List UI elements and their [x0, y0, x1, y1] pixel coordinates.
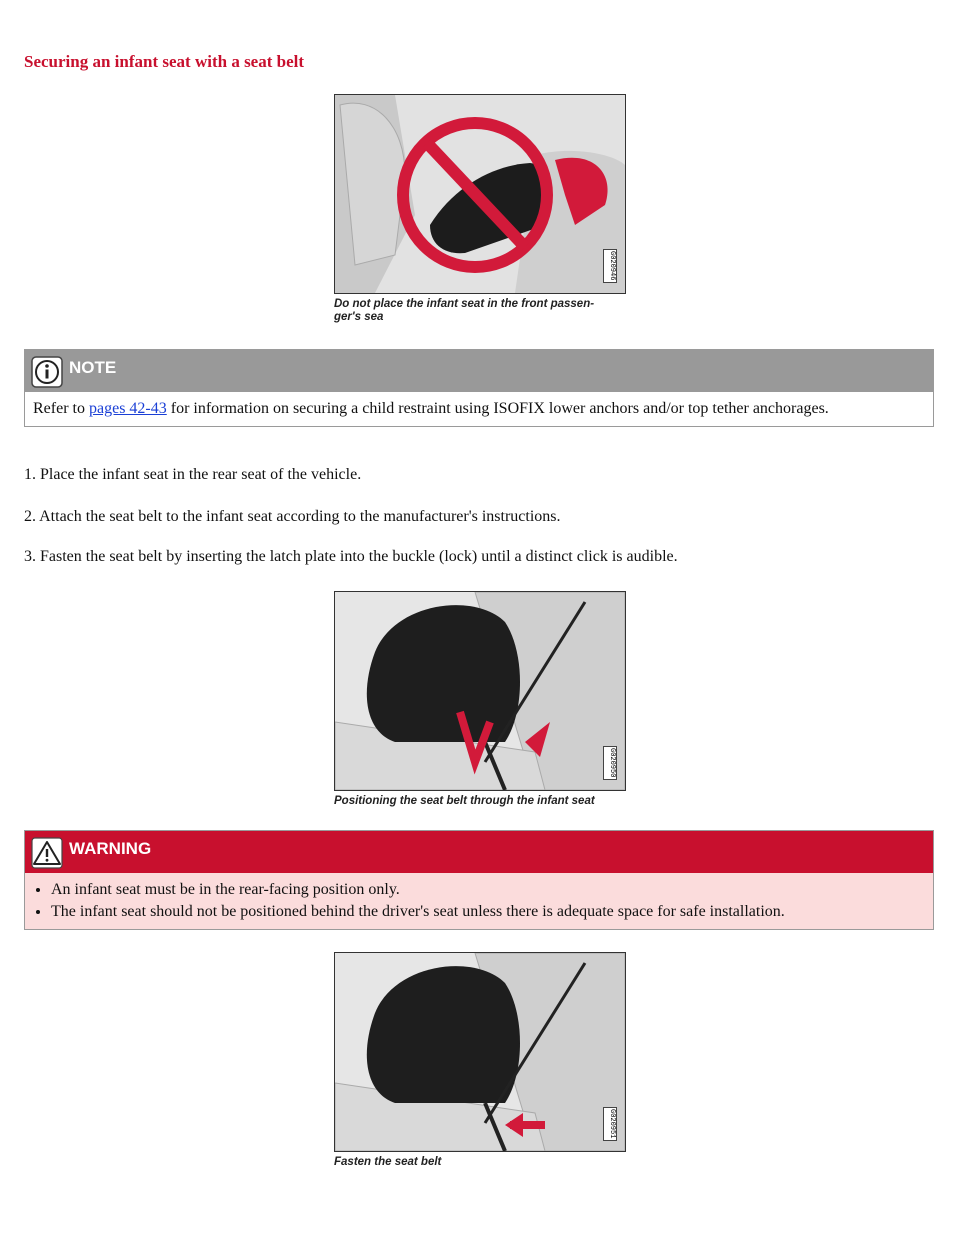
- figure-positioning-belt: [334, 591, 626, 808]
- info-icon: [31, 356, 63, 388]
- note-box: [24, 349, 934, 427]
- figure-caption: Positioning the seat belt through the infant seat: [334, 795, 595, 807]
- warning-heading: WARNING: [69, 839, 152, 858]
- figure-front-seat-prohibited: [334, 94, 626, 324]
- figure-code: G020951: [603, 1107, 617, 1141]
- warning-list: [33, 879, 925, 923]
- fasten-belt-illustration: [335, 953, 625, 1151]
- note-header: [25, 350, 933, 392]
- note-text-after: for information on securing a child restraint using ISOFIX lower anchors and/or top tether anchorages.: [166, 400, 829, 417]
- step-2: 2. Attach the seat belt to the infant seat according to the manufacturer's instructions.: [24, 508, 561, 525]
- warning-triangle-icon: [31, 837, 63, 869]
- belt-positioning-illustration: [335, 592, 625, 790]
- warning-body: [25, 873, 933, 929]
- figure-fasten-belt: [334, 952, 626, 1169]
- warning-item: • The infant seat should not be positioned behind the driver's seat unless there is adequate space for safe installation.: [51, 901, 925, 923]
- illustration-fasten-belt: [334, 952, 626, 1152]
- note-heading: NOTE: [69, 358, 117, 377]
- figure-code: G020950: [603, 746, 617, 780]
- figure-caption: Do not place the infant seat in the front passen-ger's sea: [334, 298, 595, 323]
- warning-header: [25, 831, 933, 873]
- warning-box: [24, 830, 934, 930]
- illustration-positioning-belt: [334, 591, 626, 791]
- page-title: Securing an infant seat with a seat belt: [24, 52, 305, 71]
- step-1: 1. Place the infant seat in the rear seat of the vehicle.: [24, 466, 362, 483]
- note-text-before: Refer to: [33, 400, 89, 417]
- pages-link[interactable]: pages 42-43: [88, 400, 167, 417]
- step-3: 3. Fasten the seat belt by inserting the latch plate into the buckle (lock) until a distinct click is audible.: [24, 548, 678, 565]
- figure-caption: Fasten the seat belt: [334, 1156, 442, 1168]
- figure-code: G020946: [603, 249, 617, 283]
- note-body: [25, 392, 933, 426]
- warning-item: • An infant seat must be in the rear-facing position only.: [51, 879, 925, 901]
- illustration-front-seat: [334, 94, 626, 294]
- infant-seat-front-illustration: [335, 95, 625, 293]
